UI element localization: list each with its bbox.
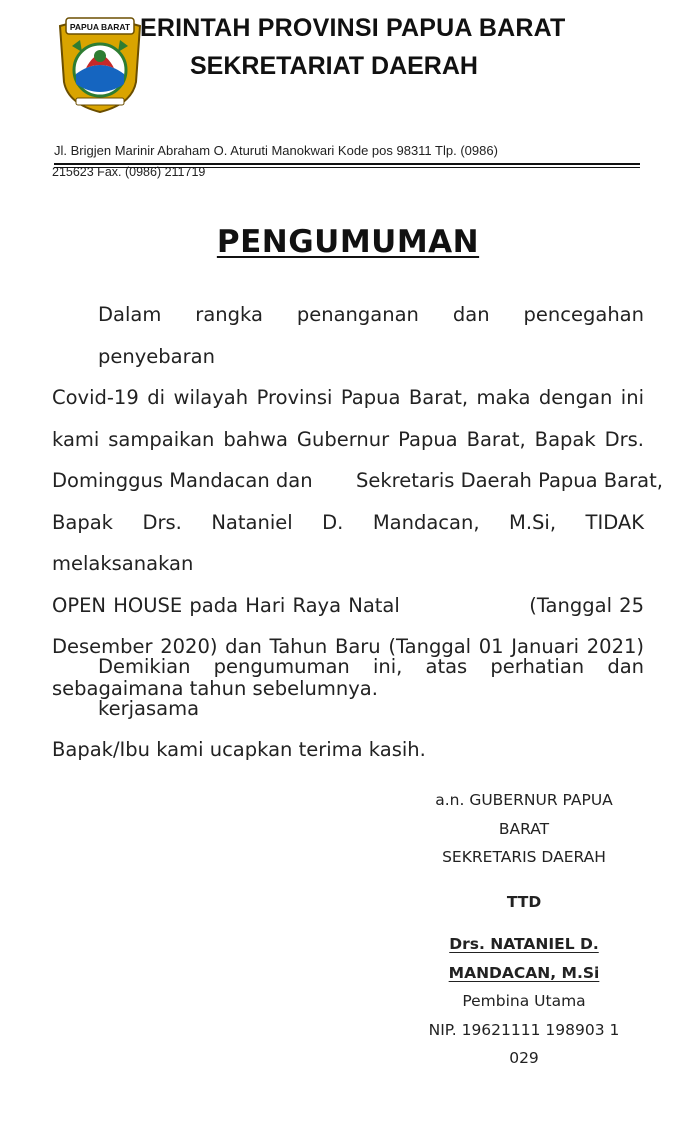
address-line-1: Jl. Brigjen Marinir Abraham O. Aturuti Manokwari Kode pos 98311 Tlp. (0986) xyxy=(54,143,498,158)
signatory-nip-line-1: NIP. 19621111 198903 1 xyxy=(428,1020,620,1039)
paragraph-line: Covid-19 di wilayah Provinsi Papua Barat, maka dengan ini xyxy=(52,386,644,409)
papua-barat-emblem xyxy=(52,12,148,116)
logo-label: PAPUA BARAT xyxy=(69,22,131,32)
signatory-position: SEKRETARIS DAERAH xyxy=(442,848,606,866)
address-line-2: 215623 Fax. (0986) 211719 xyxy=(52,165,206,179)
address-block xyxy=(54,143,654,180)
signatory-name-line-1: Drs. NATANIEL D. xyxy=(449,935,599,953)
signatory-name-line-2: MANDACAN, M.Si xyxy=(448,963,600,982)
paragraph-line: Dominggus Mandacan dan Sekretaris Daerah Papua Barat, xyxy=(52,469,663,492)
paragraph-line: Demikian pengumuman ini, atas perhatian dan kerjasama xyxy=(98,655,644,720)
page-title: PENGUMUMAN xyxy=(216,224,480,260)
paragraph-line: OPEN HOUSE pada Hari Raya Natal (Tanggal 25 xyxy=(52,593,644,617)
shield-emblem-icon xyxy=(52,12,148,116)
paragraph-line: Bapak/Ibu kami ucapkan terima kasih. xyxy=(52,738,426,761)
signatory-rank: Pembina Utama xyxy=(462,992,586,1010)
signed-marker: TTD xyxy=(506,892,542,911)
on-behalf-line-1: a.n. GUBERNUR PAPUA xyxy=(435,791,613,809)
paragraph-line: sebagaimana tahun sebelumnya. xyxy=(52,676,378,700)
announcement-heading xyxy=(0,224,696,260)
paragraph-line: kami sampaikan bahwa Gubernur Papua Barat, Bapak Drs. xyxy=(52,427,644,451)
paragraph-line: Desember 2020) dan Tahun Baru (Tanggal 01 Januari 2021) xyxy=(52,635,644,658)
signatory-nip-line-2: 029 xyxy=(509,1049,539,1067)
paragraph-line: Dalam rangka penanganan dan pencegahan penyebaran xyxy=(98,303,644,368)
announcement-paragraph-2 xyxy=(52,646,644,771)
secretariat-title: SEKRETARIAT DAERAH xyxy=(190,52,478,80)
government-title: ERINTAH PROVINSI PAPUA BARAT xyxy=(140,14,566,42)
header-divider-thick xyxy=(54,163,640,165)
signature-block xyxy=(400,786,648,1073)
on-behalf-line-2: BARAT xyxy=(498,819,550,838)
header-divider-thin xyxy=(54,167,640,168)
paragraph-line: Bapak Drs. Nataniel D. Mandacan, M.Si, TIDAK melaksanakan xyxy=(52,510,644,575)
